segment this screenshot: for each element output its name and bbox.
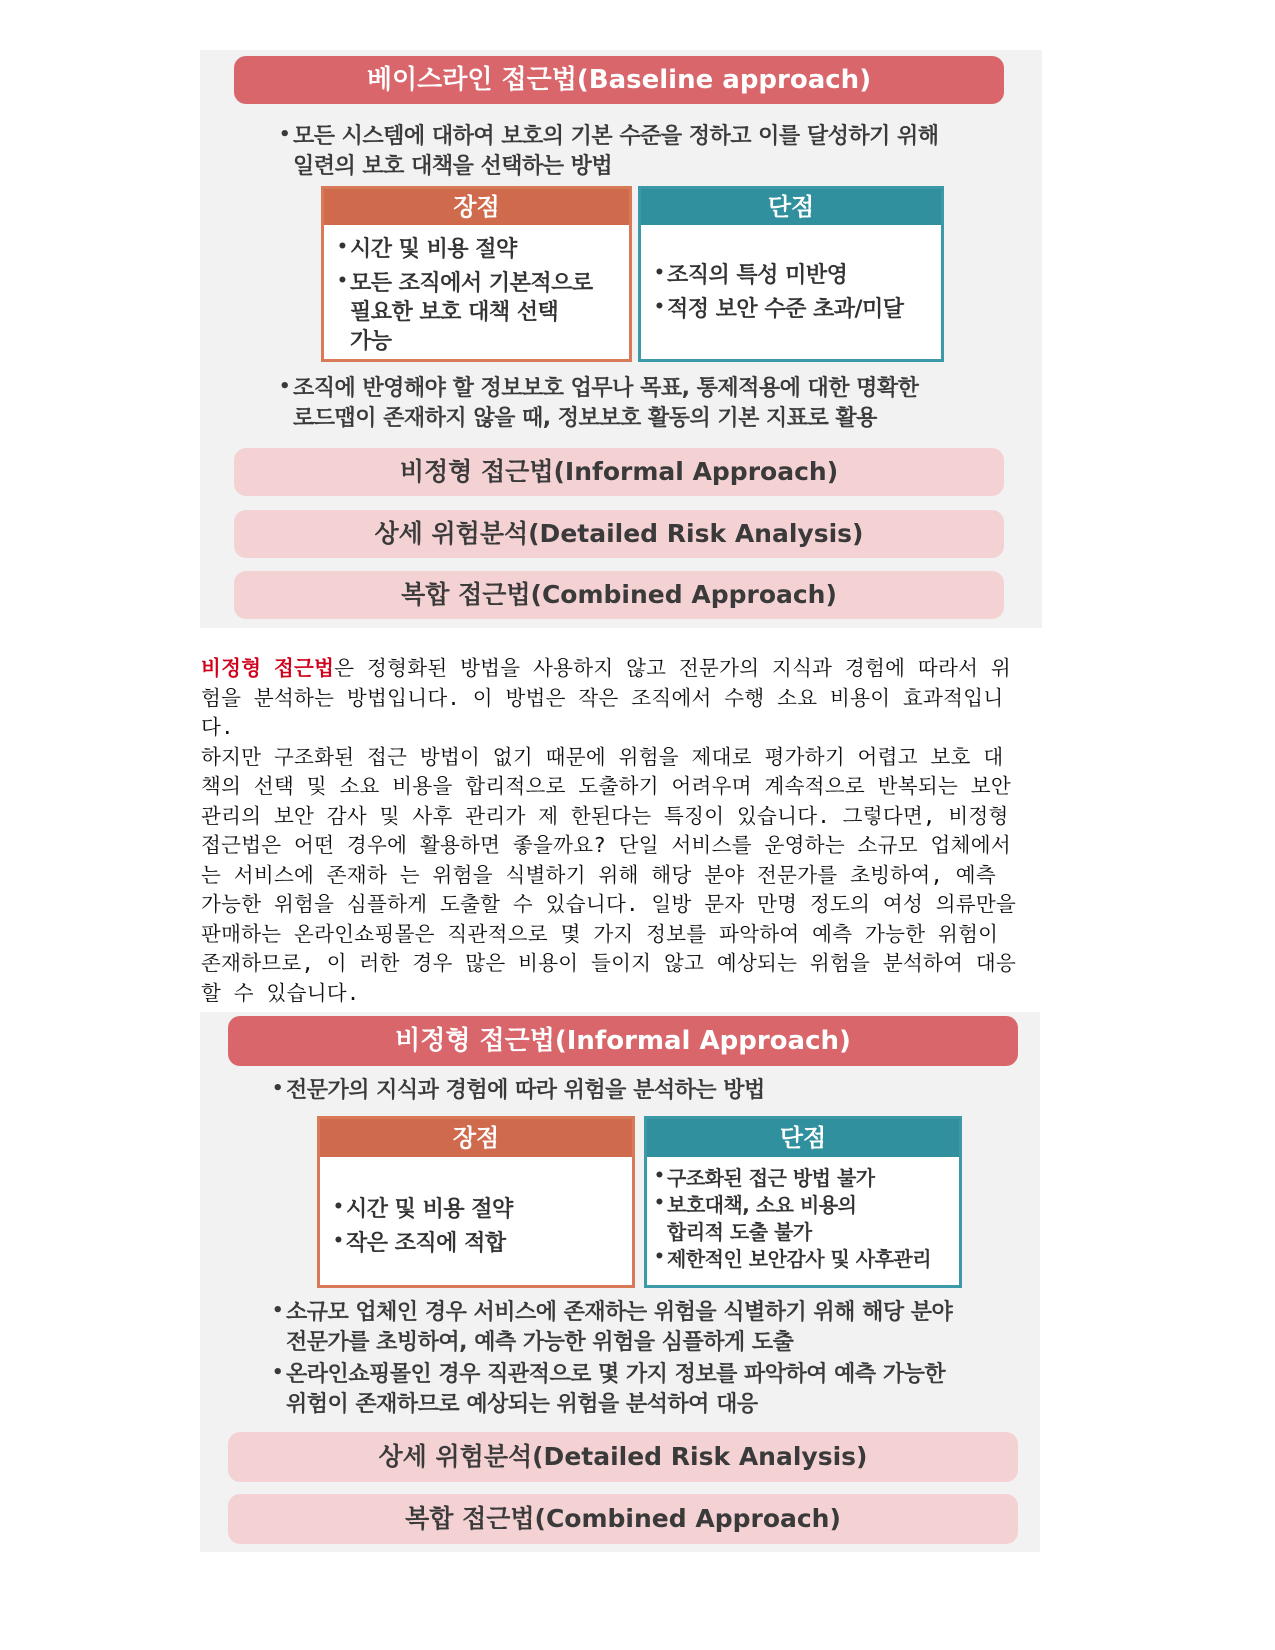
cons-item: • 구조화된 접근 방법 불가 — [654, 1166, 875, 1190]
informal-approach-bar: 비정형 접근법(Informal Approach) — [234, 448, 1004, 496]
body-paragraph: 비정형 접근법은 정형화된 방법을 사용하지 않고 전문가의 지식과 경험에 따라서 위 험을 분석하는 방법입니다. 이 방법은 작은 조직에서 수행 소요 비용이 효과적입니 다. 하지만 구조화된 접근 방법이 없기 때문에 위험을 제대로 평가하기 어렵고 보호 대 책의 선택 및 소요 비용을 합리적으로 도출하기 어려우며 계속적으로 반복되는 보안 관리의 보안 감사 및 사후 관리가 제 한된다는 특징이 있습니다. 그렇다면, 비정형 접근법은 어떤 경우에 활용하면 좋을까요? 단일 서비스를 운영하는 소규모 업체에서 는 서비스에 존재하 는 위험을 식별하기 위해 해당 분야 전문가를 초빙하여, 예측 가능한 위험을 심플하게 도출할 수 있습니다. 일방 문자 만명 정도의 여성 의류만을 판매하는 온라인쇼핑몰은 직관적으로 몇 가지 정보를 파악하여 예측 가능한 위험이 존재하므로, 이 러한 경우 많은 비용이 들이지 않고 예상되는 위험을 분석하여 대응 할 수 있습니다. — [201, 656, 1017, 1005]
detailed-risk-analysis-bar: 상세 위험분석(Detailed Risk Analysis) — [228, 1432, 1018, 1482]
detailed-risk-analysis-bar: 상세 위험분석(Detailed Risk Analysis) — [234, 510, 1004, 558]
informal-cons-box — [644, 1116, 962, 1288]
pros-item: • 시간 및 비용 절약 — [333, 1197, 513, 1222]
informal-note: • 온라인쇼핑몰인 경우 직관적으로 몇 가지 정보를 파악하여 예측 가능한 위험이 존재하므로 예상되는 위험을 분석하여 대응 — [272, 1362, 946, 1417]
informal-note: • 소규모 업체인 경우 서비스에 존재하는 위험을 식별하기 위해 해당 분야 전문가를 초빙하여, 예측 가능한 위험을 심플하게 도출 — [272, 1300, 953, 1355]
pros-item: • 작은 조직에 적합 — [333, 1231, 506, 1256]
cons-item: • 조직의 특성 미반영 — [654, 263, 848, 288]
baseline-header: 베이스라인 접근법(Baseline approach) — [234, 56, 1004, 104]
baseline-pros-box — [321, 186, 632, 362]
informal-approach-figure — [200, 1012, 1040, 1552]
combined-approach-bar: 복합 접근법(Combined Approach) — [228, 1494, 1018, 1544]
pros-title: 장점 — [324, 189, 629, 225]
baseline-cons-box — [638, 186, 944, 362]
cons-item: • 적정 보안 수준 초과/미달 — [654, 297, 904, 322]
informal-description: • 전문가의 지식과 경험에 따라 위험을 분석하는 방법 — [272, 1078, 765, 1103]
pros-item: • 모든 조직에서 기본적으로 필요한 보호 대책 선택 가능 — [337, 271, 593, 354]
cons-item: • 보호대책, 소요 비용의 합리적 도출 불가 — [654, 1193, 857, 1244]
cons-title: 단점 — [641, 189, 941, 225]
pros-item: • 시간 및 비용 절약 — [337, 237, 517, 262]
combined-approach-bar: 복합 접근법(Combined Approach) — [234, 571, 1004, 619]
highlight-term: 비정형 접근법 — [201, 656, 335, 680]
cons-title: 단점 — [647, 1119, 959, 1157]
informal-pros-box — [317, 1116, 635, 1288]
pros-title: 장점 — [320, 1119, 632, 1157]
cons-item: • 제한적인 보안감사 및 사후관리 — [654, 1247, 932, 1271]
informal-header: 비정형 접근법(Informal Approach) — [228, 1016, 1018, 1066]
baseline-approach-figure — [200, 50, 1042, 628]
baseline-note: • 조직에 반영해야 할 정보보호 업무나 목표, 통제적용에 대한 명확한 로드맵이 존재하지 않을 때, 정보보호 활동의 기본 지표로 활용 — [279, 376, 919, 431]
baseline-description: • 모든 시스템에 대하여 보호의 기본 수준을 정하고 이를 달성하기 위해 일련의 보호 대책을 선택하는 방법 — [279, 124, 939, 179]
